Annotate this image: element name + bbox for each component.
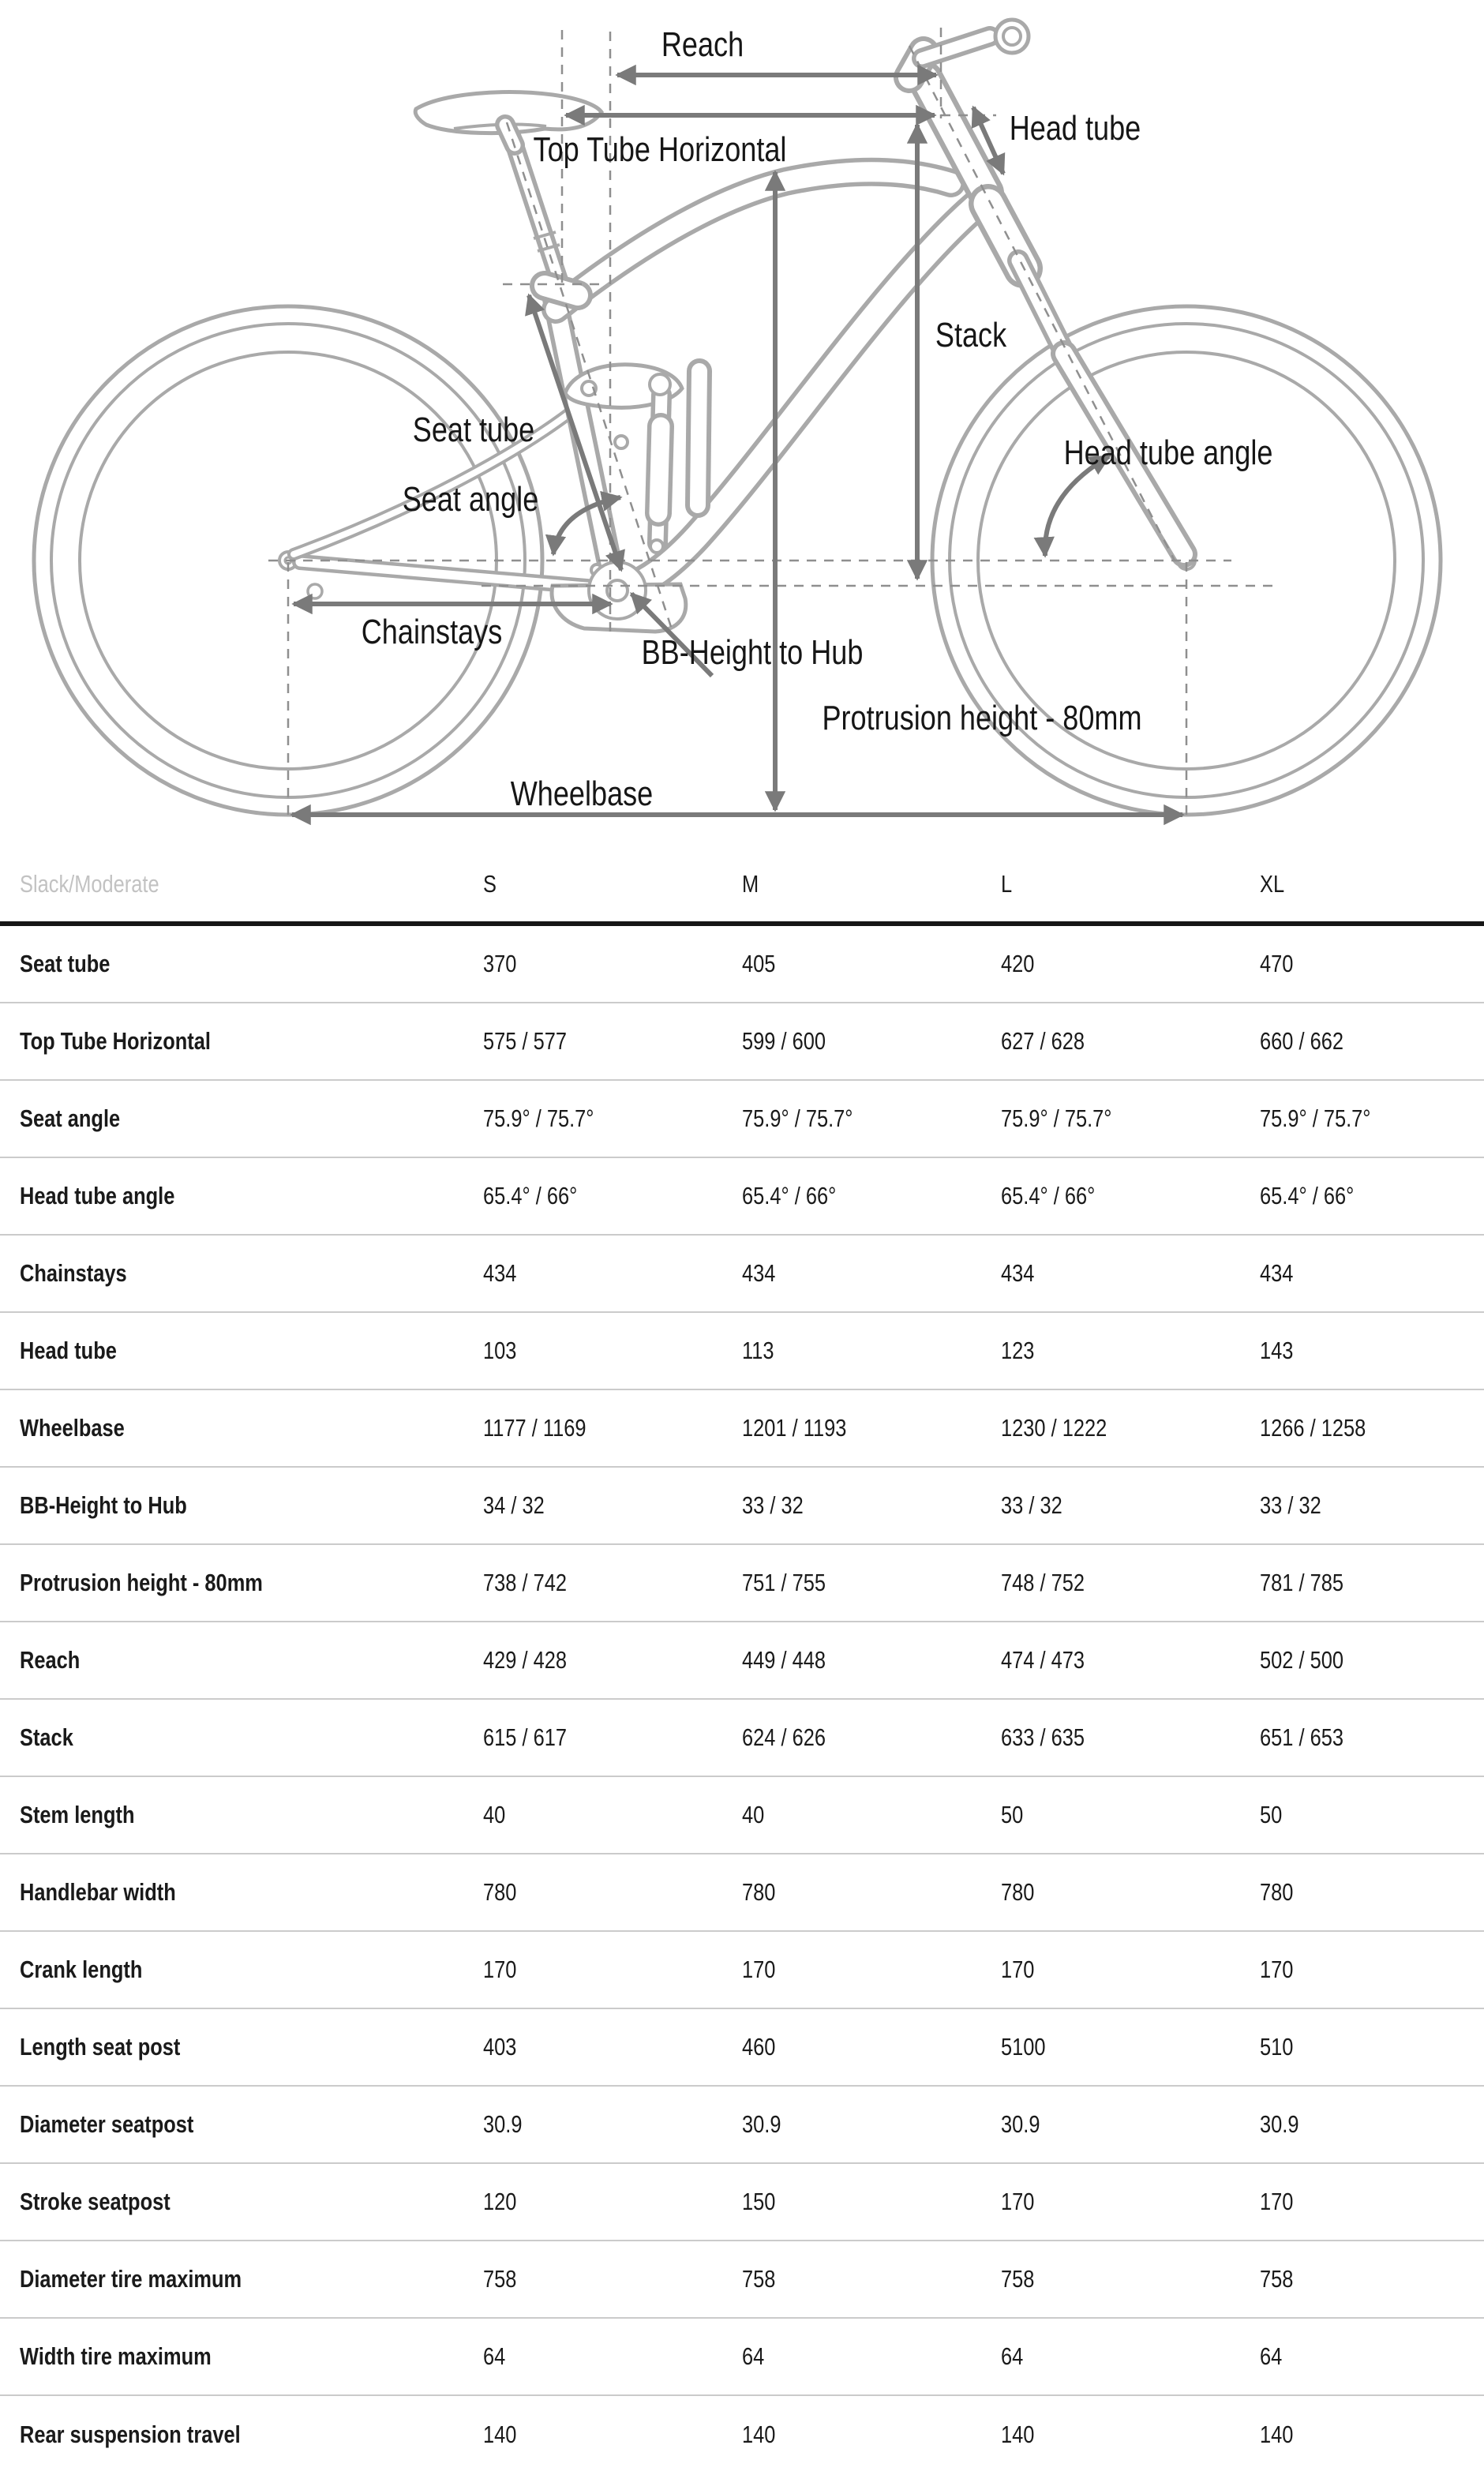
row-label: Length seat post: [20, 2033, 181, 2061]
row-value-m: 64: [742, 2342, 765, 2370]
row-value-xl: 470: [1260, 950, 1294, 977]
row-value-l: 170: [1001, 2188, 1035, 2215]
column-header-s: S: [483, 869, 497, 898]
row-value-s: 370: [483, 950, 517, 977]
row-value-m: 150: [742, 2188, 776, 2215]
row-value-m: 170: [742, 1956, 776, 1983]
column-header-xl: XL: [1260, 869, 1285, 898]
row-value-xl: 651 / 653: [1260, 1723, 1344, 1751]
row-value-l: 140: [1001, 2421, 1035, 2448]
row-value-m: 434: [742, 1259, 776, 1287]
table-row: [0, 926, 1484, 1003]
row-value-m: 30.9: [742, 2110, 781, 2138]
row-value-m: 599 / 600: [742, 1027, 826, 1055]
row-value-s: 738 / 742: [483, 1569, 568, 1596]
row-value-s: 34 / 32: [483, 1491, 545, 1519]
row-label: Handlebar width: [20, 1878, 176, 1906]
row-value-l: 65.4° / 66°: [1001, 1182, 1096, 1209]
label-reach: Reach: [661, 25, 744, 64]
column-header-l: L: [1001, 869, 1013, 898]
row-value-m: 33 / 32: [742, 1491, 804, 1519]
row-value-m: 624 / 626: [742, 1723, 826, 1751]
row-value-xl: 75.9° / 75.7°: [1260, 1104, 1371, 1132]
table-row: [0, 1622, 1484, 1700]
table-corner-label: Slack/Moderate: [20, 869, 159, 898]
row-label: Diameter seatpost: [20, 2110, 194, 2138]
label-head-tube-angle: Head tube angle: [1063, 433, 1273, 472]
row-value-xl: 170: [1260, 1956, 1294, 1983]
label-seat-angle: Seat angle: [402, 480, 539, 519]
row-label: Width tire maximum: [20, 2342, 212, 2370]
label-stack: Stack: [935, 316, 1007, 354]
row-value-m: 75.9° / 75.7°: [742, 1104, 853, 1132]
row-value-xl: 65.4° / 66°: [1260, 1182, 1355, 1209]
row-label: Stroke seatpost: [20, 2188, 171, 2215]
table-row: [0, 1468, 1484, 1545]
row-value-s: 103: [483, 1337, 517, 1364]
row-value-s: 615 / 617: [483, 1723, 568, 1751]
row-value-m: 751 / 755: [742, 1569, 826, 1596]
table-row: [0, 2241, 1484, 2319]
row-label: Head tube: [20, 1337, 117, 1364]
label-wheelbase: Wheelbase: [510, 774, 654, 813]
row-value-s: 1177 / 1169: [483, 1414, 586, 1442]
label-bb-height: BB-Height to Hub: [641, 633, 864, 672]
label-head-tube: Head tube: [1009, 109, 1141, 148]
table-row: [0, 2087, 1484, 2164]
row-value-s: 780: [483, 1878, 517, 1906]
row-value-s: 140: [483, 2421, 517, 2448]
row-value-l: 420: [1001, 950, 1035, 977]
label-chainstays: Chainstays: [361, 613, 503, 651]
row-label: Stem length: [20, 1801, 135, 1828]
table-header-row: [0, 846, 1484, 926]
row-value-xl: 143: [1260, 1337, 1294, 1364]
row-value-xl: 502 / 500: [1260, 1646, 1344, 1674]
row-value-xl: 30.9: [1260, 2110, 1299, 2138]
label-top-tube: Top Tube Horizontal: [533, 130, 787, 169]
row-value-l: 64: [1001, 2342, 1024, 2370]
column-header-m: M: [742, 869, 759, 898]
row-value-m: 780: [742, 1878, 776, 1906]
row-value-xl: 660 / 662: [1260, 1027, 1344, 1055]
row-value-l: 33 / 32: [1001, 1491, 1062, 1519]
row-value-l: 30.9: [1001, 2110, 1040, 2138]
row-value-l: 633 / 635: [1001, 1723, 1085, 1751]
row-value-xl: 434: [1260, 1259, 1294, 1287]
row-value-m: 449 / 448: [742, 1646, 826, 1674]
row-value-m: 140: [742, 2421, 776, 2448]
row-value-l: 5100: [1001, 2033, 1046, 2061]
row-value-l: 50: [1001, 1801, 1024, 1828]
row-label: Top Tube Horizontal: [20, 1027, 211, 1055]
row-label: Stack: [20, 1723, 73, 1751]
geometry-table: [0, 846, 1484, 2473]
table-row: [0, 1777, 1484, 1854]
row-label: Protrusion height - 80mm: [20, 1569, 263, 1596]
row-value-m: 405: [742, 950, 776, 977]
row-value-l: 474 / 473: [1001, 1646, 1085, 1674]
label-protrusion: Protrusion height - 80mm: [822, 699, 1142, 737]
row-value-s: 40: [483, 1801, 506, 1828]
row-value-s: 170: [483, 1956, 517, 1983]
row-value-l: 123: [1001, 1337, 1035, 1364]
row-value-s: 429 / 428: [483, 1646, 568, 1674]
row-value-xl: 510: [1260, 2033, 1294, 2061]
table-row: [0, 1700, 1484, 1777]
table-row: [0, 2009, 1484, 2087]
row-value-s: 65.4° / 66°: [483, 1182, 578, 1209]
table-row: [0, 1003, 1484, 1081]
row-value-m: 1201 / 1193: [742, 1414, 847, 1442]
row-value-m: 460: [742, 2033, 776, 2061]
row-value-l: 434: [1001, 1259, 1035, 1287]
table-row: [0, 1158, 1484, 1236]
row-label: Rear suspension travel: [20, 2421, 241, 2448]
row-label: Wheelbase: [20, 1414, 125, 1442]
table-row: [0, 1390, 1484, 1468]
table-row: [0, 1932, 1484, 2009]
label-seat-tube: Seat tube: [412, 411, 535, 449]
row-value-m: 40: [742, 1801, 765, 1828]
row-value-xl: 170: [1260, 2188, 1294, 2215]
bike-geometry-diagram: [0, 0, 1484, 846]
row-label: Crank length: [20, 1956, 143, 1983]
row-label: Seat tube: [20, 950, 111, 977]
row-value-xl: 1266 / 1258: [1260, 1414, 1366, 1442]
table-row: [0, 1545, 1484, 1622]
row-value-s: 64: [483, 2342, 506, 2370]
row-value-xl: 33 / 32: [1260, 1491, 1321, 1519]
bike-line-art: [0, 0, 1484, 846]
row-value-xl: 64: [1260, 2342, 1283, 2370]
table-row: [0, 1854, 1484, 1932]
table-row: [0, 1313, 1484, 1390]
table-row: [0, 1236, 1484, 1313]
row-value-s: 403: [483, 2033, 517, 2061]
row-value-s: 575 / 577: [483, 1027, 568, 1055]
row-value-xl: 781 / 785: [1260, 1569, 1344, 1596]
stem-handlebar: [909, 20, 1029, 77]
row-label: Diameter tire maximum: [20, 2265, 242, 2293]
row-value-xl: 758: [1260, 2265, 1294, 2293]
row-label: Reach: [20, 1646, 81, 1674]
table-row: [0, 2396, 1484, 2473]
table-row: [0, 1081, 1484, 1158]
row-label: BB-Height to Hub: [20, 1491, 187, 1519]
row-value-m: 113: [742, 1337, 774, 1364]
row-value-s: 434: [483, 1259, 517, 1287]
row-value-xl: 780: [1260, 1878, 1294, 1906]
row-value-xl: 50: [1260, 1801, 1283, 1828]
table-body: [0, 926, 1484, 2473]
row-value-s: 758: [483, 2265, 517, 2293]
row-label: Seat angle: [20, 1104, 121, 1132]
row-value-l: 75.9° / 75.7°: [1001, 1104, 1112, 1132]
row-value-m: 65.4° / 66°: [742, 1182, 837, 1209]
row-value-m: 758: [742, 2265, 776, 2293]
row-value-l: 1230 / 1222: [1001, 1414, 1107, 1442]
row-value-s: 30.9: [483, 2110, 523, 2138]
row-value-xl: 140: [1260, 2421, 1294, 2448]
table-row: [0, 2164, 1484, 2241]
row-value-l: 758: [1001, 2265, 1035, 2293]
row-label: Chainstays: [20, 1259, 127, 1287]
row-value-l: 748 / 752: [1001, 1569, 1085, 1596]
row-value-l: 170: [1001, 1956, 1035, 1983]
row-value-l: 627 / 628: [1001, 1027, 1085, 1055]
row-label: Head tube angle: [20, 1182, 175, 1209]
saddle-seatpost: [415, 92, 601, 295]
table-row: [0, 2319, 1484, 2396]
row-value-l: 780: [1001, 1878, 1035, 1906]
row-value-s: 120: [483, 2188, 517, 2215]
row-value-s: 75.9° / 75.7°: [483, 1104, 594, 1132]
